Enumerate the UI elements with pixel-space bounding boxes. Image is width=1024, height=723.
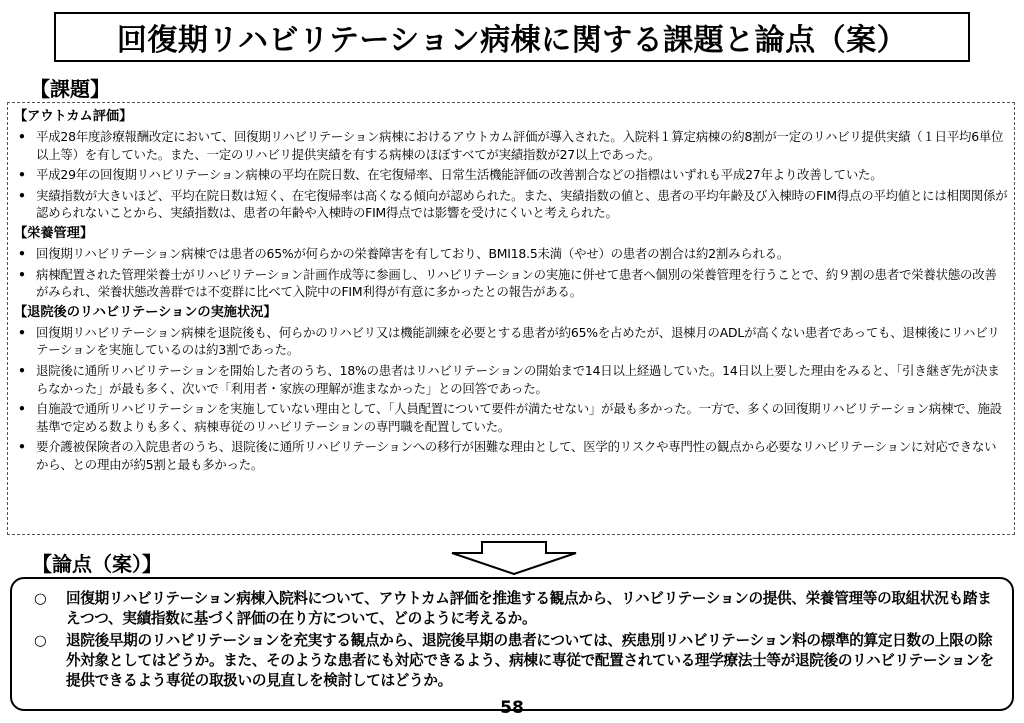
bullet-text: 実績指数が大きいほど、平均在院日数は短く、在宅復帰率は高くなる傾向が認められた。また、実績指数の値と、患者の平均年齢及び入棟時のFIM得点の平均値とには相関関係が認められないことから、実績指数は、患者の年齢や入棟時のFIM得点では影響を受けにくいと考えられた。 <box>36 187 1008 221</box>
bullet-icon: • <box>18 439 26 455</box>
bullet-item <box>14 362 1008 397</box>
bullet-item <box>14 166 1008 184</box>
issues-heading: 【課題】 <box>30 77 110 101</box>
point-item <box>30 589 996 629</box>
circle-bullet-icon: ○ <box>34 632 47 649</box>
bullet-icon: • <box>18 266 26 282</box>
bullet-icon: • <box>18 129 26 144</box>
bullet-item <box>14 400 1008 435</box>
bullet-list <box>14 324 1008 474</box>
bullet-item <box>14 266 1008 301</box>
point-text: 回復期リハビリテーション病棟入院料について、アウトカム評価を推進する観点から、リハビリテーションの提供、栄養管理等の取組状況も踏まえつつ、実績指数に基づく評価の在り方について、どのように考えるか。 <box>66 590 992 627</box>
bullet-text: 退院後に通所リハビリテーションを開始した者のうち、18%の患者はリハビリテーションの開始まで14日以上経過していた。14日以上要した理由をみると、「引き継ぎ先が決まらなかった」が最も多く、次いで「利用者・家族の理解が進まなかった」との回答であった。 <box>36 362 1000 396</box>
bullet-item <box>14 438 1008 473</box>
bullet-item <box>14 324 1008 359</box>
bullet-text: 回復期リハビリテーション病棟を退院後も、何らかのリハビリ又は機能訓練を必要とする患者が約65%を占めたが、退棟月のADLが高くない患者であっても、退棟後にリハビリテーションを実施しているのは約3割であった。 <box>36 324 1000 358</box>
bullet-text: 病棟配置された管理栄養士がリハビリテーション計画作成等に参画し、リハビリテーションの実施に併せて患者へ個別の栄養管理を行うことで、約９割の患者で栄養状態の改善がみられ、栄養状態改善群では不変群に比べて入院中のFIM利得が有意に多かったとの報告がある。 <box>36 266 997 300</box>
point-text: 退院後早期のリハビリテーションを充実する観点から、退院後早期の患者については、疾患別リハビリテーション料の標準的算定日数の上限の除外対象としてはどうか。また、そのような患者にも対応できるよう、病棟に専従で配置されている理学療法士等が退院後のリハビリテーションを提供できるよう専従の取扱いの見直しを検討してはどうか。 <box>66 632 994 689</box>
bullet-icon: • <box>18 324 26 340</box>
bullet-text: 平成29年の回復期リハビリテーション病棟の平均在院日数、在宅復帰率、日常生活機能評価の改善割合などの指標はいずれも平成27年より改善していた。 <box>36 167 883 183</box>
bullet-text: 自施設で通所リハビリテーションを実施していない理由として、「人員配置について要件が満たせない」が最も多かった。一方で、多くの回復期リハビリテーション病棟で、施設基準で定める数よりも多く、病棟専従のリハビリテーションの専門職を配置していた。 <box>36 401 1002 434</box>
bullet-item <box>14 187 1008 222</box>
bullet-item <box>14 128 1008 163</box>
issues-content <box>14 107 1008 477</box>
page-title: 回復期リハビリテーション病棟に関する課題と論点（案） <box>54 12 970 62</box>
bullet-item <box>14 245 1008 263</box>
section-title: 【退院後のリハビリテーションの実施状況】 <box>14 304 277 320</box>
circle-bullet-icon: ○ <box>34 590 47 607</box>
bullet-icon: • <box>18 187 26 203</box>
bullet-icon: • <box>18 245 26 261</box>
bullet-text: 要介護被保険者の入院患者のうち、退院後に通所リハビリテーションへの移行が困難な理由として、医学的リスクや専門性の観点から必要なリハビリテーションに対応できないから、との理由が約5割と最も多かった。 <box>36 439 997 472</box>
issues-box <box>7 102 1015 535</box>
points-content <box>30 589 996 693</box>
points-heading: 【論点（案）】 <box>32 552 162 576</box>
bullet-icon: • <box>18 401 26 417</box>
page-number: 58 <box>500 698 524 718</box>
points-box <box>10 577 1014 711</box>
bullet-icon: • <box>18 167 26 183</box>
bullet-text: 平成28年度診療報酬改定において、回復期リハビリテーション病棟におけるアウトカム評価が導入された。入院料１算定病棟の約8割が一定のリハビリ提供実績（１日平均6単位以上等）を有していた。また、一定のリハビリ提供実績を有する病棟のほぼすべてが実績指数が27以上であった。 <box>36 129 1004 162</box>
bullet-list <box>14 128 1008 222</box>
point-item <box>30 631 996 691</box>
down-arrow-icon <box>448 541 580 575</box>
section-title: 【アウトカム評価】 <box>14 109 133 124</box>
section-title: 【栄養管理】 <box>14 225 94 241</box>
bullet-text: 回復期リハビリテーション病棟では患者の65%が何らかの栄養障害を有しており、BMI18.5未満（やせ）の患者の割合は約2割みられる。 <box>36 245 790 261</box>
bullet-icon: • <box>18 362 26 378</box>
bullet-list <box>14 245 1008 301</box>
